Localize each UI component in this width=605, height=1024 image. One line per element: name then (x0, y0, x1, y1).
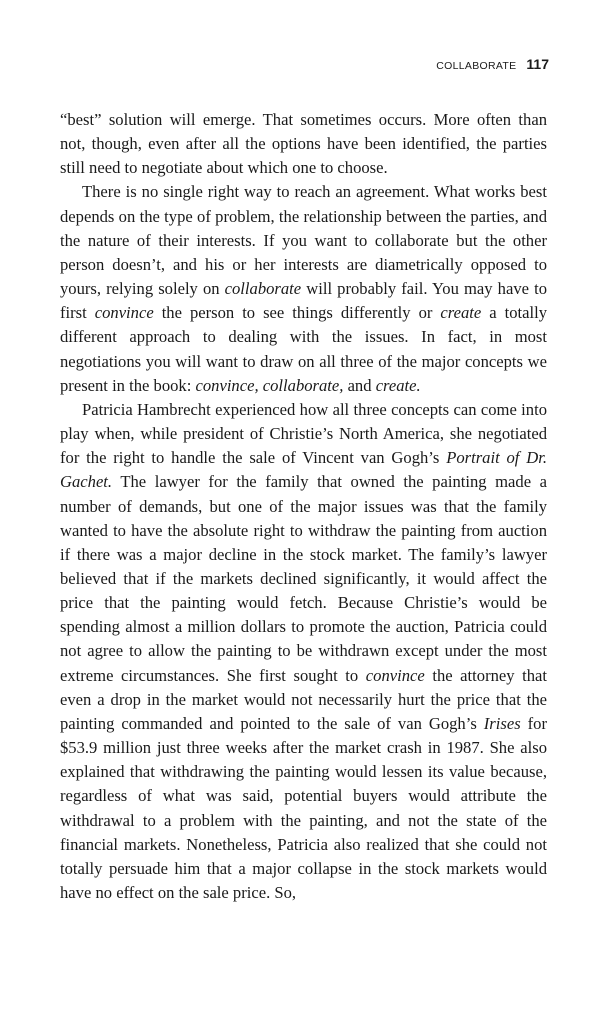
text-run: will probably fail. You may have to first (60, 279, 547, 323)
italic-term-create-end: create. (375, 375, 421, 395)
italic-term-list: convince, collaborate, (195, 375, 344, 395)
italic-term-convince: convince (365, 665, 425, 685)
text-run: the attorney that even a drop in the market would not necessarily hurt the price that the painting commanded and pointed to the sale of van Gogh’s (60, 665, 548, 733)
paragraph-1 (60, 108, 547, 180)
running-head (436, 56, 549, 72)
text-run: “best” solution will emerge. That sometimes occurs. More often than not, though, even after all the options have been identified, the parties still need to negotiate about which one to choose. (60, 110, 547, 178)
italic-title-portrait: Portrait of Dr. Gachet. (60, 448, 547, 492)
section-title: COLLABORATE (436, 60, 517, 72)
paragraph-3 (60, 398, 547, 905)
page-number: 117 (526, 56, 549, 72)
italic-title-irises: Irises (483, 713, 521, 733)
text-run: The lawyer for the family that owned the painting made a number of demands, but one of the major issues was that the family wanted to have the absolute right to withdraw the painting from auction if there was a major decline in the stock market. The family’s lawyer believed that if the markets declined significantly, it would affect the price that the painting would fetch. Because Christie’s would be spending almost a million dollars to promote the auction, Patricia could not agree to allow the painting to be withdrawn except under the most extreme circumstances. She first sought to (60, 472, 547, 685)
text-run: for $53.9 million just three weeks after the market crash in 1987. She also explained that withdrawing the painting would lessen its value because, regardless of what was said, potential buyers would attribute the withdrawal to a problem with the painting, and not the state of the financial markets. Nonetheless, Patricia also realized that she could not totally persuade him that a major collapse in the stock markets would have no effect on the sale price. So, (60, 713, 547, 902)
italic-term-collaborate: collaborate (224, 279, 302, 299)
text-run: a totally different approach to dealing with the issues. In fact, in most negotiations you will want to draw on all three of the major concepts we present in the book: (60, 303, 548, 395)
paragraph-2 (60, 180, 547, 397)
italic-term-convince: convince (94, 303, 154, 323)
text-run: and (343, 375, 376, 395)
text-run: There is no single right way to reach an agreement. What works best depends on the type of problem, the relationship between the parties, and the nature of their interests. If you want to collaborate but the other person doesn’t, and his or her interests are diametrically opposed to yours, relying solely on (60, 182, 547, 299)
italic-term-create: create (440, 303, 482, 323)
body-text (60, 108, 547, 905)
text-run: the person to see things differently or (153, 303, 441, 323)
text-run: Patricia Hambrecht experienced how all three concepts can come into play when, while president of Christie’s North America, she negotiated for the right to handle the sale of Vincent van Gogh’s (60, 399, 547, 468)
